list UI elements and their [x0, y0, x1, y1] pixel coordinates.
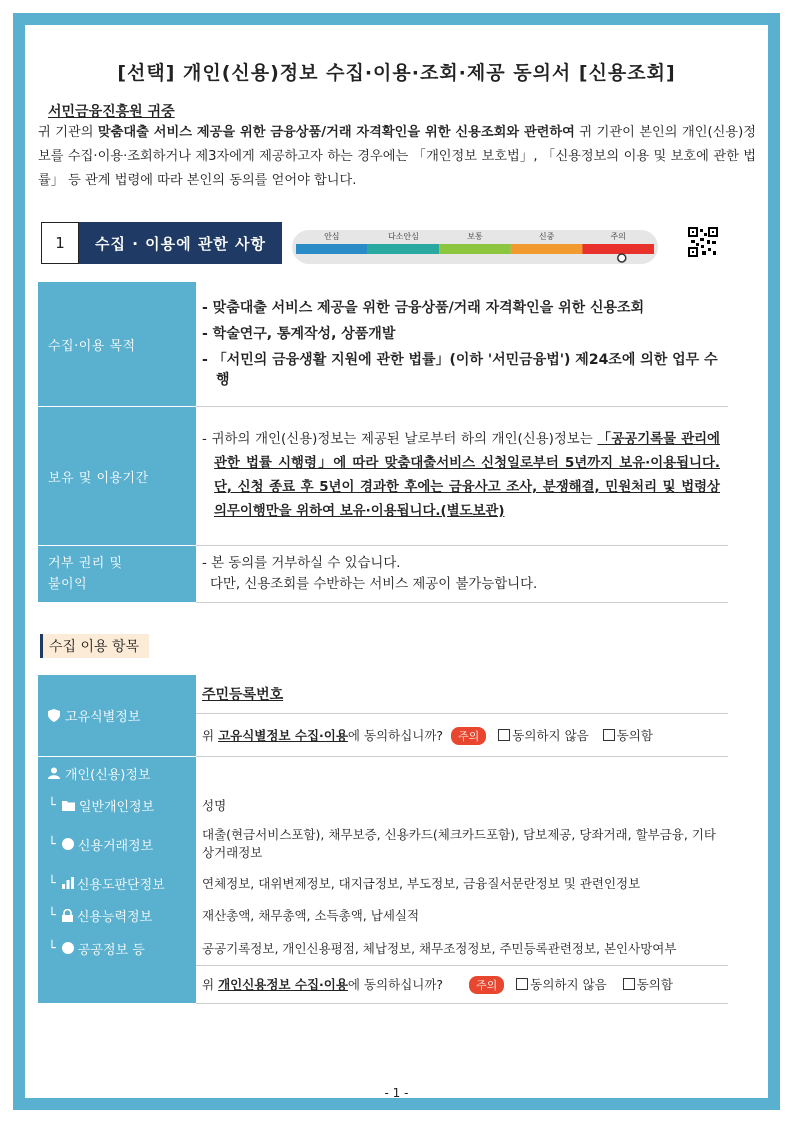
item-label-text: 신용거래정보: [77, 838, 154, 854]
refusal-label-line: 거부 권리 및: [48, 556, 123, 571]
agree-checkbox[interactable]: [623, 977, 673, 992]
item-label-text: 일반개인정보: [78, 799, 155, 815]
personal-item-row: [38, 867, 728, 899]
gauge-segment: [368, 244, 440, 254]
purpose-row: [38, 282, 728, 407]
item-label-text: 신용능력정보: [76, 909, 153, 925]
refusal-text: 다만, 신용조회를 수반하는 서비스 제공이 불가능합니다.: [210, 576, 538, 592]
personal-item-label: └ 신용능력정보: [38, 899, 196, 931]
retention-row: [38, 407, 728, 546]
personal-item-row: [38, 789, 728, 821]
unique-id-row: [38, 675, 728, 714]
personal-header-row: [38, 757, 728, 790]
qr-code-icon: [688, 227, 718, 257]
personal-item-value: 연체정보, 대위변제정보, 대지급정보, 부도정보, 금융질서문란정보 및 관련인정보: [202, 876, 641, 891]
refusal-row: [38, 546, 728, 603]
personal-consent: [196, 965, 728, 1003]
personal-item-row: [38, 931, 728, 965]
gauge-segment: [439, 244, 511, 254]
personal-consent-row: [38, 965, 728, 1003]
retention-value: [196, 407, 728, 546]
refusal-label-line: 불이익: [48, 577, 88, 592]
caution-badge: 주의: [469, 976, 504, 994]
personal-item-value: 성명: [202, 798, 227, 813]
refusal-text: - 본 동의를 거부하실 수 있습니다.: [202, 555, 401, 571]
personal-item-value: 공공기록정보, 개인신용평점, 체납정보, 채무조정정보, 주민등록관련정보, 본인사망여부: [196, 931, 728, 965]
checkbox-icon[interactable]: [516, 978, 528, 990]
personal-item-label: └ 신용거래정보: [38, 821, 196, 867]
disagree-label: 동의하지 않음: [512, 727, 589, 743]
purpose-item: - 학술연구, 통계작성, 상품개발: [202, 326, 396, 342]
item-label-text: 신용도판단정보: [76, 877, 165, 893]
risk-gauge: [292, 226, 658, 266]
consent-question: 에 동의하십니까?: [347, 727, 444, 743]
purpose-item: - 「서민의 금융생활 지원에 관한 법률」(이하 '서민금융법') 제24조에 의한 업무 수행: [202, 352, 718, 388]
gauge-segment: [511, 244, 583, 254]
personal-item-row: [38, 899, 728, 931]
gauge-pointer-icon: [618, 254, 626, 262]
personal-label-text: 개인(신용)정보: [65, 767, 151, 783]
consent-question-bold: 고유식별정보 수집·이용: [218, 727, 348, 743]
page-number: - 1 -: [384, 1086, 409, 1100]
consent-question-bold: 개인신용정보 수집·이용: [218, 976, 348, 992]
gauge-segment: [296, 244, 368, 254]
purpose-item: - 맞춤대출 서비스 제공을 위한 금융상품/거래 자격확인을 위한 신용조회: [202, 300, 645, 316]
globe-icon: [62, 942, 74, 954]
agree-label: 동의함: [636, 976, 673, 992]
intro-text-2: 귀 기관이 본인의 개인(신용)정보를 수집·이용·조회하거나 제3자에게 제공하고자 하는 경우에는 「개인정보 보호법」, 「신용정보의 이용 및 보호에 관한 법률」 등 관계 법령에 따라 본인의 동의를 얻어야 합니다.: [38, 125, 756, 188]
disagree-checkbox[interactable]: [498, 728, 588, 743]
lock-icon: [62, 909, 73, 922]
consent-table: [38, 282, 728, 603]
gauge-label: 안심: [324, 232, 340, 241]
document-title: [선택] 개인(신용)정보 수집·이용·조회·제공 동의서 [신용조회]: [117, 62, 676, 84]
retention-text: - 귀하의 개인(신용)정보는 제공된 날로부터 하의 개인(신용)정보는: [202, 432, 598, 447]
retention-label: 보유 및 이용기간: [38, 407, 196, 546]
personal-item-value: 재산총액, 채무총액, 소득총액, 납세실적: [202, 908, 420, 923]
personal-header-value: [196, 757, 728, 790]
unique-id-consent: [196, 714, 728, 757]
purpose-label: 수집·이용 목적: [38, 282, 196, 407]
disagree-label: 동의하지 않음: [530, 976, 607, 992]
disagree-checkbox[interactable]: [516, 977, 606, 992]
items-table: [38, 675, 728, 1004]
refusal-label: [38, 546, 196, 603]
unique-id-label-text: 고유식별정보: [65, 710, 141, 725]
personal-label: [38, 757, 196, 790]
personal-item-label: └ 신용도판단정보: [38, 867, 196, 899]
gauge-label: 다소안심: [387, 232, 419, 241]
personal-item-value: 대출(현금서비스포함), 채무보증, 신용카드(체크카드포함), 담보제공, 당좌거래, 할부금융, 기타 상거래정보: [202, 827, 716, 860]
gauge-label: 보통: [467, 232, 483, 241]
purpose-value: [196, 282, 728, 407]
checkbox-icon[interactable]: [603, 729, 615, 741]
caution-badge: 주의: [451, 727, 486, 745]
consent-question: 에 동의하십니까?: [347, 976, 444, 992]
personal-item-label: └ 공공정보 등: [38, 931, 196, 965]
personal-item-row: [38, 821, 728, 867]
retention-text-underlined: 「공공기록물 관리에 관한 법률 시행령」에 따라 맞춤대출서비스 신청일로부터 5년까지 보유·이용됩니다. 단, 신청 종료 후 5년이 경과한 후에는 금융사고 조사, 분쟁해결, 민원처리 및 법령상 의무이행만을 위하여 보유·이용됩니다.(별도보관): [214, 432, 720, 519]
consent-question: 위: [202, 727, 219, 743]
coin-icon: [62, 838, 74, 850]
checkbox-icon[interactable]: [623, 978, 635, 990]
gauge-segment: [582, 244, 654, 254]
section-number: 1: [41, 222, 79, 264]
unique-id-label: [38, 675, 196, 757]
agree-checkbox[interactable]: [603, 728, 653, 743]
bar-chart-icon: [62, 877, 74, 889]
intro-text-1: 귀 기관의: [38, 125, 98, 140]
intro-paragraph: [38, 121, 756, 193]
person-icon: [48, 767, 60, 779]
section-title: 수집 · 이용에 관한 사항: [79, 222, 282, 264]
refusal-value: [196, 546, 728, 603]
checkbox-icon[interactable]: [498, 729, 510, 741]
unique-id-value: 주민등록번호: [196, 675, 728, 714]
folder-icon: [62, 800, 75, 811]
agree-label: 동의함: [616, 727, 653, 743]
shield-icon: [48, 709, 60, 722]
item-label-text: 공공정보 등: [77, 942, 145, 958]
gauge-label: 주의: [610, 232, 626, 241]
personal-consent-label: [38, 965, 196, 1003]
gauge-label: 신중: [538, 232, 555, 241]
intro-text-bold: 맞춤대출 서비스 제공을 위한 금융상품/거래 자격확인을 위한 신용조회와 관련하여: [97, 125, 575, 140]
personal-item-label: └ 일반개인정보: [38, 789, 196, 821]
consent-question: 위: [202, 976, 219, 992]
items-heading: 수집 이용 항목: [40, 634, 149, 658]
addressee: 서민금융진흥원 귀중: [48, 104, 175, 120]
